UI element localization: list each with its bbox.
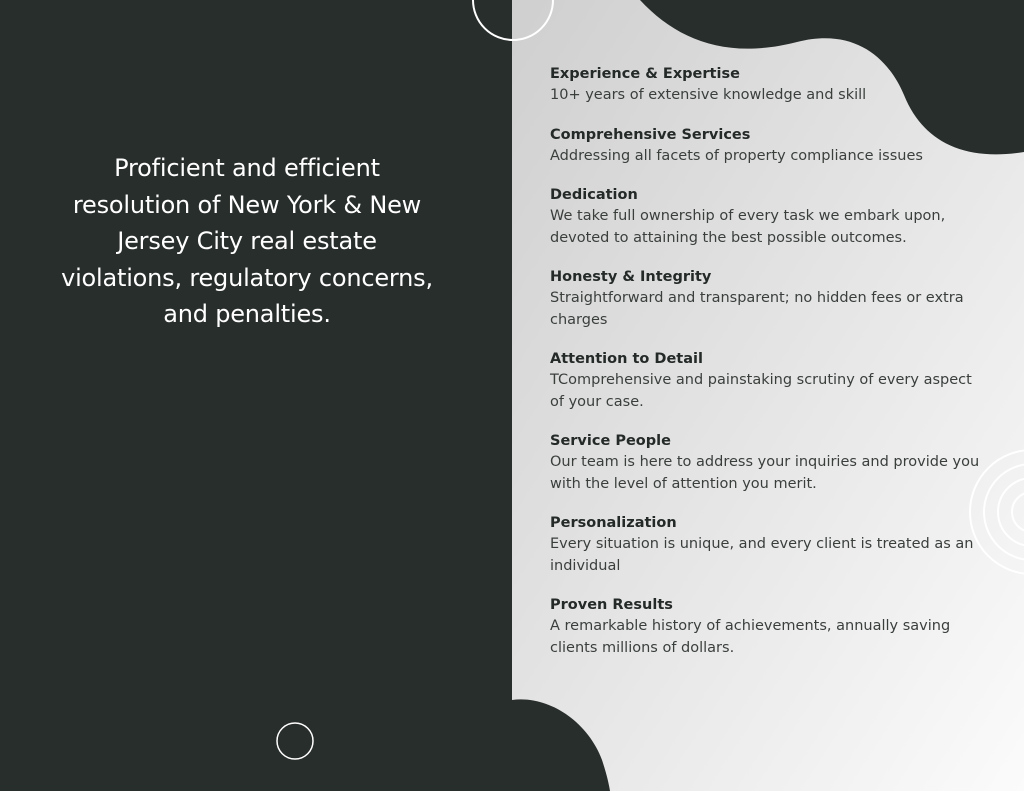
feature-item <box>550 595 980 659</box>
feature-description: We take full ownership of every task we embark upon, devoted to attaining the best possible outcomes. <box>550 208 946 246</box>
feature-title: Service People <box>550 433 671 449</box>
feature-title: Honesty & Integrity <box>550 269 712 285</box>
feature-item <box>550 349 980 413</box>
feature-item <box>550 185 980 249</box>
feature-description: Our team is here to address your inquiries and provide you with the level of attention you merit. <box>550 454 980 492</box>
tagline: Proficient and efficient resolution of New York & New Jersey City real estate violations, regulatory concerns, and penalties. <box>61 154 433 328</box>
features-list <box>550 64 980 677</box>
feature-description: TComprehensive and painstaking scrutiny of every aspect of your case. <box>550 372 972 410</box>
feature-description: Addressing all facets of property compliance issues <box>550 147 923 164</box>
feature-description: A remarkable history of achievements, annually saving clients millions of dollars. <box>550 618 951 656</box>
feature-title: Comprehensive Services <box>550 126 751 143</box>
feature-item <box>550 64 980 107</box>
feature-title: Personalization <box>550 515 677 531</box>
feature-title: Dedication <box>550 187 638 203</box>
feature-item <box>550 125 980 168</box>
feature-description: Straightforward and transparent; no hidden fees or extra charges <box>550 290 964 328</box>
feature-item <box>550 431 980 495</box>
feature-item <box>550 267 980 331</box>
feature-item <box>550 513 980 577</box>
feature-title: Experience & Expertise <box>550 66 740 82</box>
feature-title: Attention to Detail <box>550 351 703 367</box>
feature-description: 10+ years of extensive knowledge and skill <box>550 87 867 103</box>
feature-description: Every situation is unique, and every client is treated as an individual <box>550 536 974 574</box>
feature-title: Proven Results <box>550 597 673 613</box>
